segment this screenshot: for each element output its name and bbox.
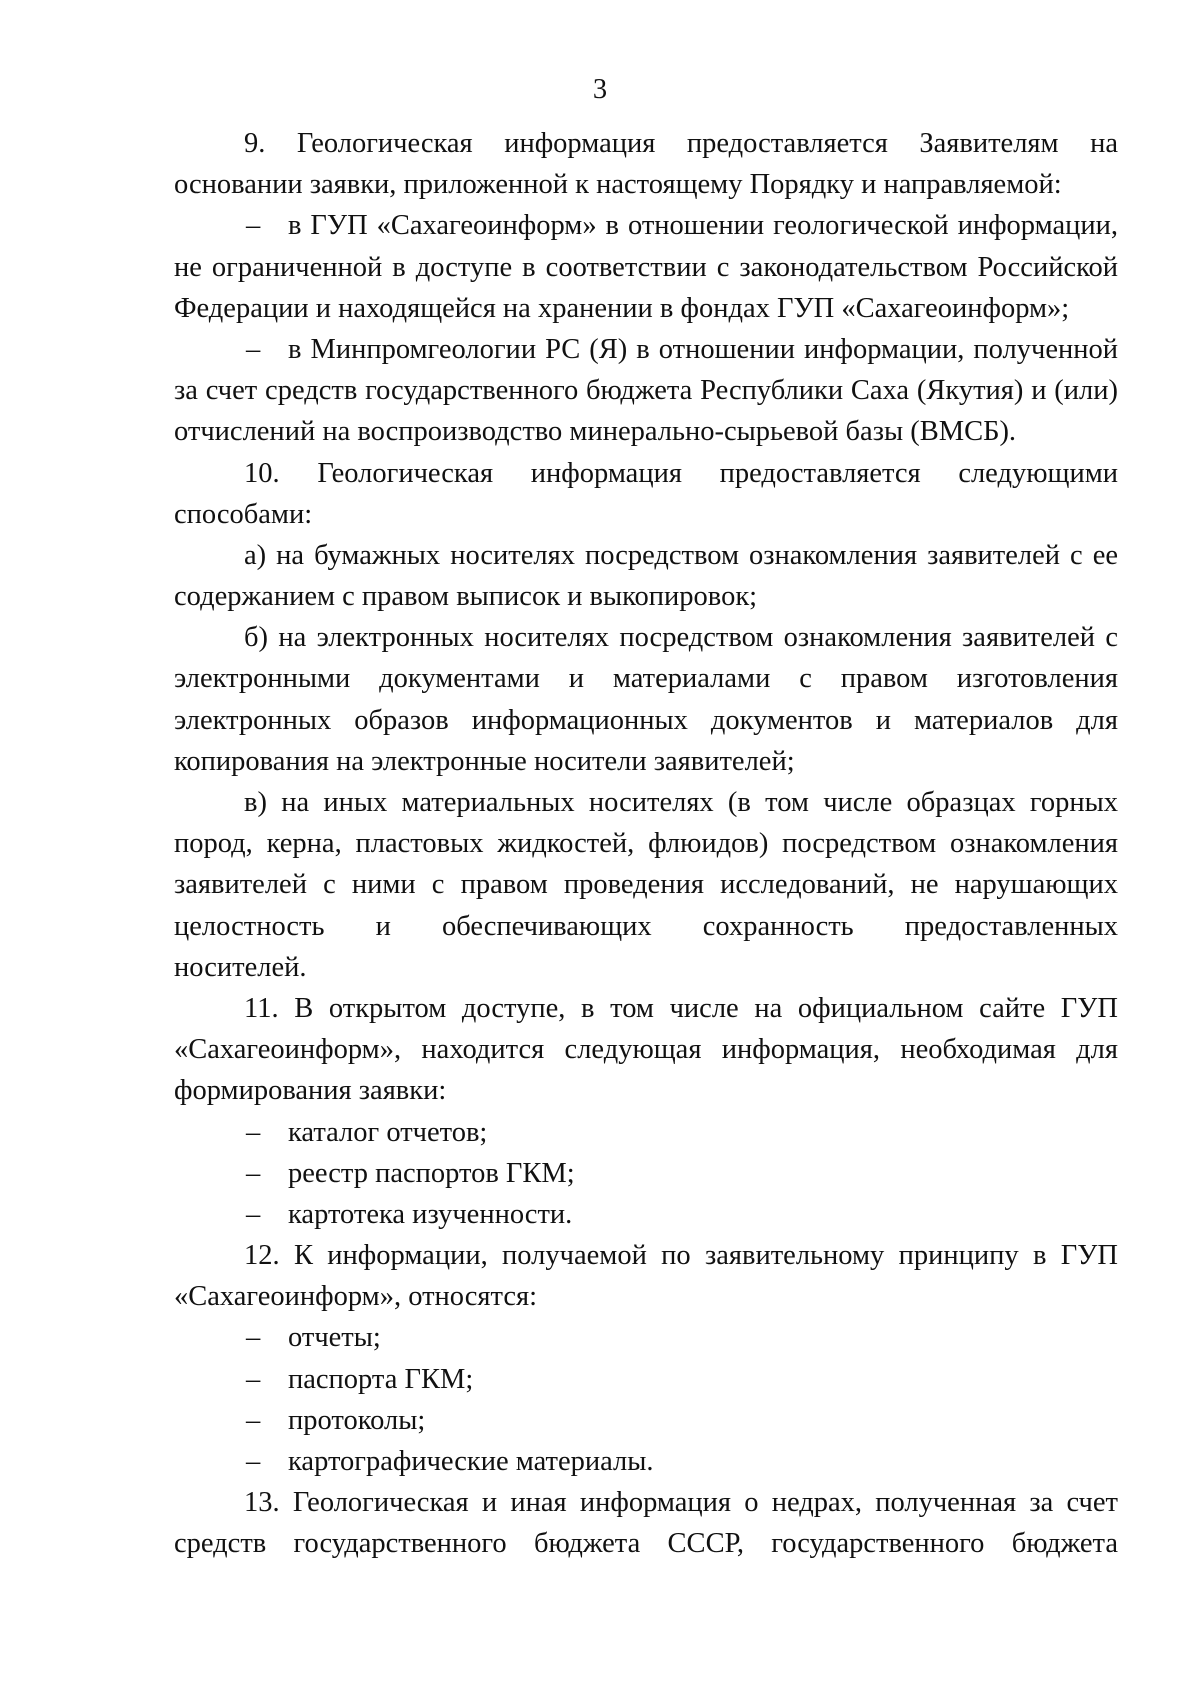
- subitem-v-line: носителей.: [174, 951, 307, 983]
- list-item: [174, 1441, 1118, 1482]
- dash-bullet: –: [246, 1116, 261, 1148]
- dash-bullet: –: [246, 1322, 261, 1354]
- list-item: [174, 1153, 1118, 1194]
- dash-bullet: –: [246, 1198, 261, 1230]
- list-item-line: не ограниченной в доступе в соответствии с законодательством Российской: [174, 251, 1118, 283]
- list-item: [174, 205, 1118, 246]
- paragraph-10-line: 10. Геологическая информация предоставляется следующими: [244, 457, 1118, 489]
- list-item-text: в ГУП «Сахагеоинформ» в отношении геологической информации,: [288, 210, 1118, 242]
- list-item: [174, 1359, 1118, 1400]
- document-body: [174, 123, 1118, 1565]
- subitem-v-line: пород, керна, пластовых жидкостей, флюидов) посредством ознакомления: [174, 828, 1118, 860]
- list-item-line: Федерации и находящейся на хранении в фондах ГУП «Сахагеоинформ»;: [174, 292, 1070, 324]
- paragraph-11-line: 11. В открытом доступе, в том числе на официальном сайте ГУП: [244, 992, 1118, 1024]
- paragraph-9-line: 9. Геологическая информация предоставляется Заявителям на: [244, 128, 1118, 159]
- list-item: [174, 1112, 1118, 1153]
- subitem-b-line: электронными документами и материалами с правом изготовления: [174, 663, 1118, 695]
- subitem-a-line: содержанием с правом выписок и выкопировок;: [174, 581, 758, 613]
- dash-bullet: –: [246, 1157, 261, 1189]
- list-item-text: картотека изученности.: [288, 1198, 573, 1230]
- paragraph-13-line: 13. Геологическая и иная информация о недрах, полученная за счет: [244, 1487, 1118, 1519]
- list-item: [174, 1317, 1118, 1358]
- page-number: 3: [592, 74, 608, 105]
- subitem-v-line: целостность и обеспечивающих сохранность предоставленных: [174, 910, 1118, 942]
- list-item-text: протоколы;: [288, 1404, 426, 1436]
- paragraph-11-line: формирования заявки:: [174, 1075, 447, 1107]
- dash-bullet: –: [246, 1404, 261, 1436]
- paragraph-9-line: основании заявки, приложенной к настоящему Порядку и направляемой:: [174, 169, 1062, 201]
- list-item: [174, 1400, 1118, 1441]
- subitem-v-line: в) на иных материальных носителях (в том числе образцах горных: [244, 787, 1118, 818]
- paragraph-12-line: 12. К информации, получаемой по заявительному принципу в ГУП: [244, 1240, 1118, 1272]
- subitem-b-line: электронных образов информационных документов и материалов для: [174, 704, 1118, 736]
- subitem-v-line: заявителей с ними с правом проведения исследований, не нарушающих: [174, 869, 1118, 901]
- subitem-a-line: а) на бумажных носителях посредством ознакомления заявителей с ее: [244, 539, 1118, 571]
- dash-bullet: –: [246, 210, 261, 242]
- list-item-text: паспорта ГКМ;: [288, 1363, 474, 1395]
- list-item: [174, 329, 1118, 370]
- list-item-line: отчислений на воспроизводство минерально-сырьевой базы (ВМСБ).: [174, 416, 1017, 448]
- dash-bullet: –: [246, 1363, 261, 1395]
- subitem-b-line: б) на электронных носителях посредством ознакомления заявителей с: [244, 622, 1118, 654]
- list-item-text: отчеты;: [288, 1322, 381, 1354]
- list-item-text: картографические материалы.: [288, 1446, 654, 1477]
- paragraph-11-line: «Сахагеоинформ», находится следующая информация, необходимая для: [174, 1034, 1118, 1066]
- paragraph-10-line: способами:: [174, 498, 313, 530]
- paragraph-13-line: средств государственного бюджета СССР, государственного бюджета: [174, 1528, 1118, 1560]
- dash-bullet: –: [246, 333, 261, 365]
- list-item-line: за счет средств государственного бюджета Республики Саха (Якутия) и (или): [174, 375, 1118, 407]
- list-item-text: реестр паспортов ГКМ;: [288, 1157, 575, 1189]
- list-item-text: в Минпромгеологии РС (Я) в отношении информации, полученной: [288, 333, 1118, 365]
- list-item: [174, 1194, 1118, 1235]
- list-item-text: каталог отчетов;: [288, 1116, 488, 1148]
- subitem-b-line: копирования на электронные носители заявителей;: [174, 745, 795, 777]
- paragraph-12-line: «Сахагеоинформ», относятся:: [174, 1281, 537, 1313]
- dash-bullet: –: [246, 1446, 261, 1477]
